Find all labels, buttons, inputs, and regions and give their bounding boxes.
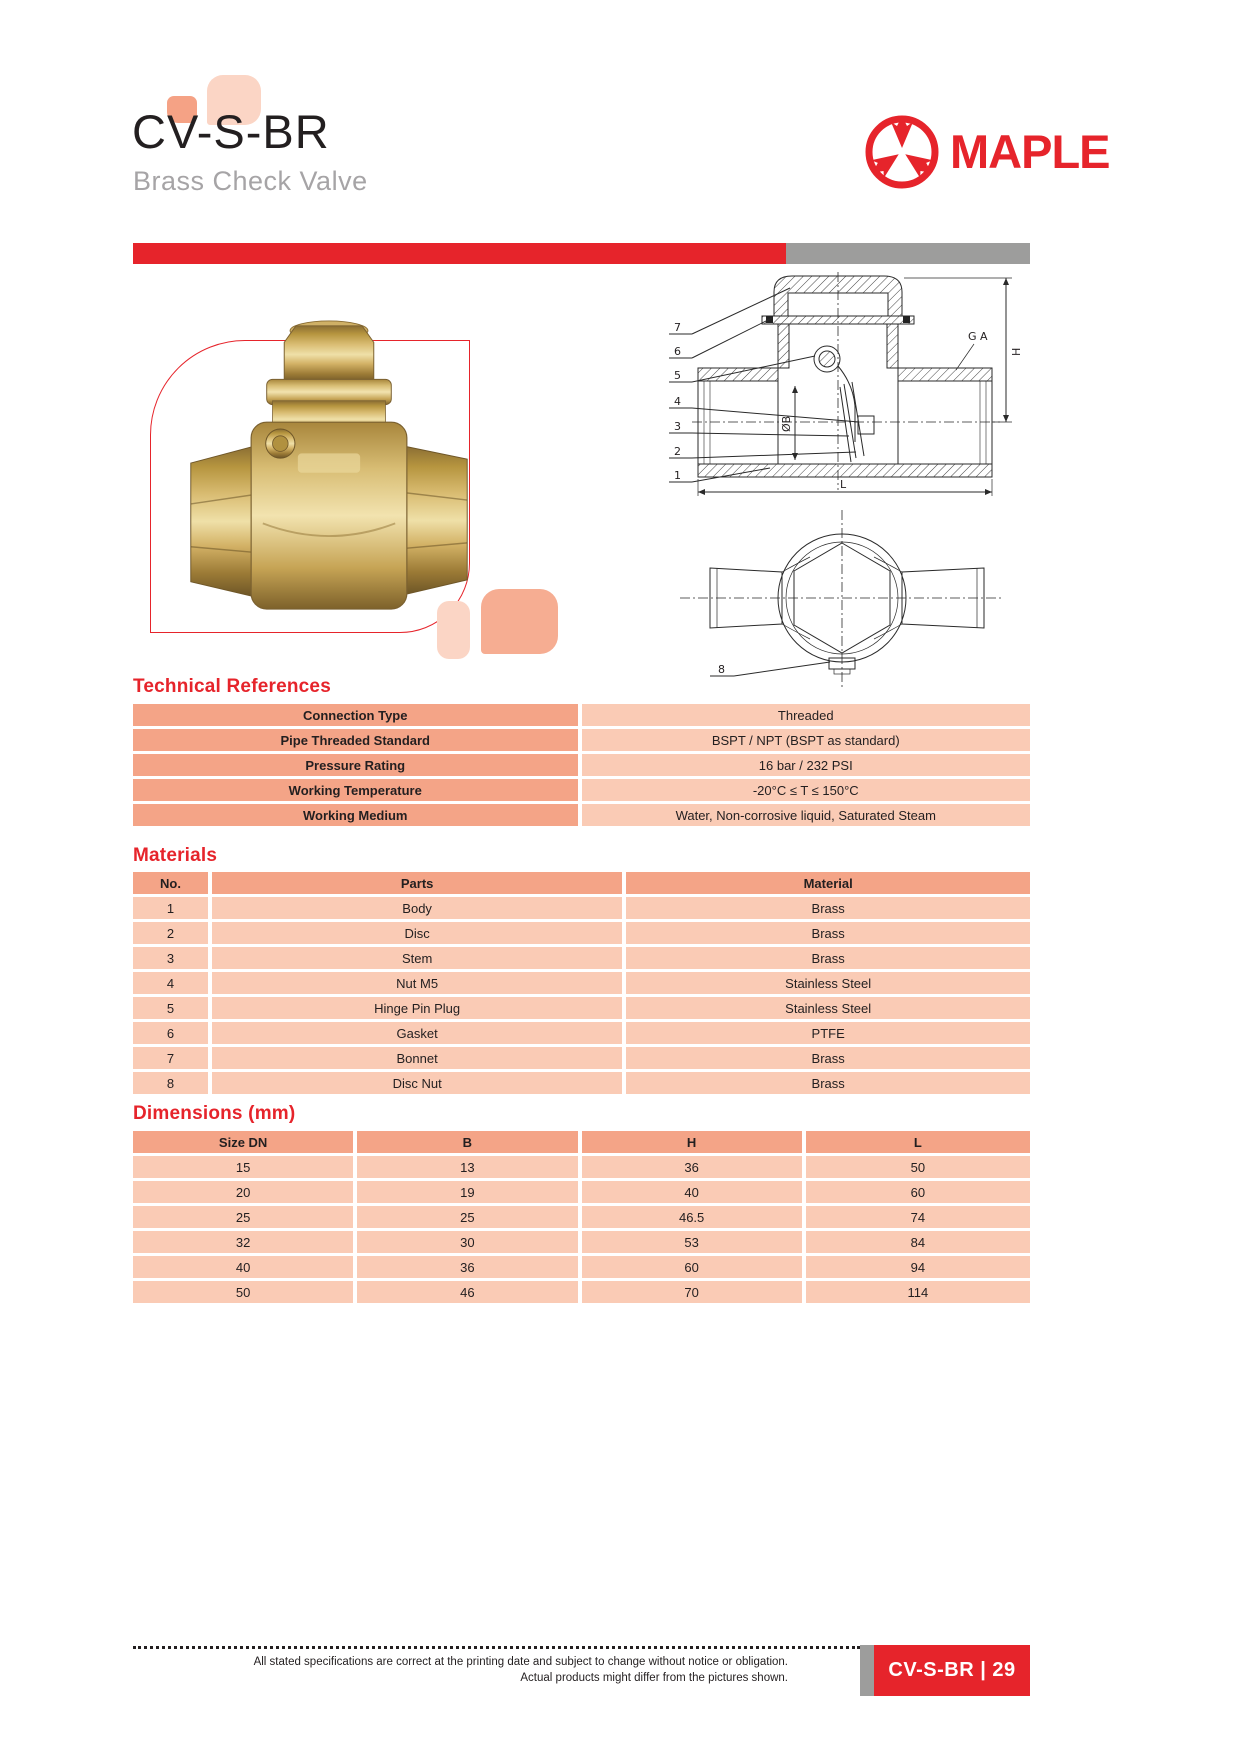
section-title-dimensions: Dimensions (mm) xyxy=(133,1103,296,1124)
section-title-technical-references: Technical References xyxy=(133,676,331,697)
column-header: L xyxy=(806,1131,1030,1153)
technical-drawing xyxy=(652,266,1040,694)
dim-b: 19 xyxy=(357,1181,581,1203)
material-name: Brass xyxy=(626,1072,1030,1094)
material-part: Body xyxy=(212,897,626,919)
section-title-materials: Materials xyxy=(133,845,218,866)
table-row xyxy=(133,1022,1030,1044)
footer-disclaimer xyxy=(133,1654,788,1686)
table-row xyxy=(133,729,1030,751)
column-header: H xyxy=(582,1131,806,1153)
dim-l: 74 xyxy=(806,1206,1030,1228)
callout-5: 5 xyxy=(674,369,681,382)
callout-4: 4 xyxy=(674,395,681,408)
spec-label: Working Medium xyxy=(133,804,582,826)
callout-6: 6 xyxy=(674,345,681,358)
dim-b: 13 xyxy=(357,1156,581,1178)
column-header: No. xyxy=(133,872,212,894)
material-name: Stainless Steel xyxy=(626,997,1030,1019)
table-row xyxy=(133,704,1030,726)
dim-h: 60 xyxy=(582,1256,806,1278)
material-no: 3 xyxy=(133,947,212,969)
dim-h: 53 xyxy=(582,1231,806,1253)
dim-b: 25 xyxy=(357,1206,581,1228)
spec-value: 16 bar / 232 PSI xyxy=(582,754,1031,776)
column-header: Size DN xyxy=(133,1131,357,1153)
material-part: Bonnet xyxy=(212,1047,626,1069)
technical-references-table xyxy=(133,701,1030,829)
material-part: Hinge Pin Plug xyxy=(212,997,626,1019)
dim-size-dn: 25 xyxy=(133,1206,357,1228)
material-name: Brass xyxy=(626,1047,1030,1069)
material-part: Disc xyxy=(212,922,626,944)
dim-l: 94 xyxy=(806,1256,1030,1278)
dim-b: 46 xyxy=(357,1281,581,1303)
dim-h: 40 xyxy=(582,1181,806,1203)
spec-label: Working Temperature xyxy=(133,779,582,801)
table-header-row xyxy=(133,872,1030,894)
dim-label-a: A xyxy=(980,330,988,343)
table-row xyxy=(133,897,1030,919)
decorative-shape-photo-light xyxy=(437,601,470,659)
dim-size-dn: 40 xyxy=(133,1256,357,1278)
material-no: 2 xyxy=(133,922,212,944)
table-row xyxy=(133,1047,1030,1069)
column-header: B xyxy=(357,1131,581,1153)
table-row xyxy=(133,1231,1030,1253)
callout-3: 3 xyxy=(674,420,681,433)
spec-value: -20°C ≤ T ≤ 150°C xyxy=(582,779,1031,801)
material-name: Brass xyxy=(626,947,1030,969)
band-gray-segment xyxy=(786,243,1030,264)
spec-label: Pressure Rating xyxy=(133,754,582,776)
table-row xyxy=(133,1181,1030,1203)
material-name: Stainless Steel xyxy=(626,972,1030,994)
dim-h: 36 xyxy=(582,1156,806,1178)
spec-value: Threaded xyxy=(582,704,1031,726)
material-no: 8 xyxy=(133,1072,212,1094)
dim-size-dn: 32 xyxy=(133,1231,357,1253)
page-subtitle: Brass Check Valve xyxy=(133,166,368,196)
table-header-row xyxy=(133,1131,1030,1153)
disclaimer-line-2: Actual products might differ from the pictures shown. xyxy=(520,1672,788,1685)
dim-size-dn: 15 xyxy=(133,1156,357,1178)
dim-l: 50 xyxy=(806,1156,1030,1178)
material-part: Nut M5 xyxy=(212,972,626,994)
dimensions-table xyxy=(133,1128,1030,1306)
material-no: 6 xyxy=(133,1022,212,1044)
table-row xyxy=(133,1281,1030,1303)
table-row xyxy=(133,754,1030,776)
table-row xyxy=(133,1206,1030,1228)
column-header: Material xyxy=(626,872,1030,894)
page-number-badge: CV-S-BR | 29 xyxy=(874,1645,1030,1696)
product-photo xyxy=(183,296,475,634)
dim-h: 46.5 xyxy=(582,1206,806,1228)
dim-label-h: H xyxy=(1010,347,1023,356)
callout-1: 1 xyxy=(674,469,681,482)
dim-size-dn: 20 xyxy=(133,1181,357,1203)
table-row xyxy=(133,972,1030,994)
material-part: Disc Nut xyxy=(212,1072,626,1094)
callout-2: 2 xyxy=(674,445,681,458)
dim-h: 70 xyxy=(582,1281,806,1303)
table-row xyxy=(133,947,1030,969)
footer-gray-strip xyxy=(860,1645,874,1696)
material-no: 4 xyxy=(133,972,212,994)
dim-label-diameter-b: ØB xyxy=(780,415,793,432)
dim-label-g: G xyxy=(968,330,977,343)
material-name: Brass xyxy=(626,897,1030,919)
dim-b: 36 xyxy=(357,1256,581,1278)
material-no: 5 xyxy=(133,997,212,1019)
material-name: Brass xyxy=(626,922,1030,944)
spec-value: Water, Non-corrosive liquid, Saturated Steam xyxy=(582,804,1031,826)
dim-l: 60 xyxy=(806,1181,1030,1203)
maple-logo-icon xyxy=(862,110,942,192)
brand-logo xyxy=(862,110,1110,192)
dim-b: 30 xyxy=(357,1231,581,1253)
brand-name: MAPLE xyxy=(950,124,1110,178)
header-band xyxy=(133,243,1030,264)
disclaimer-line-1: All stated specifications are correct at the printing date and subject to change without notice or obligation. xyxy=(253,1656,788,1668)
spec-label: Connection Type xyxy=(133,704,582,726)
table-row xyxy=(133,804,1030,826)
material-no: 1 xyxy=(133,897,212,919)
spec-label: Pipe Threaded Standard xyxy=(133,729,582,751)
dim-size-dn: 50 xyxy=(133,1281,357,1303)
page-title: CV-S-BR xyxy=(132,105,330,158)
table-row xyxy=(133,1072,1030,1094)
material-name: PTFE xyxy=(626,1022,1030,1044)
table-row xyxy=(133,922,1030,944)
dim-l: 84 xyxy=(806,1231,1030,1253)
dim-l: 114 xyxy=(806,1281,1030,1303)
materials-table xyxy=(133,869,1030,1097)
table-row xyxy=(133,1156,1030,1178)
callout-8: 8 xyxy=(718,663,725,676)
table-row xyxy=(133,1256,1030,1278)
dim-label-l: L xyxy=(840,478,847,491)
material-part: Stem xyxy=(212,947,626,969)
material-no: 7 xyxy=(133,1047,212,1069)
callout-7: 7 xyxy=(674,321,681,334)
material-part: Gasket xyxy=(212,1022,626,1044)
decorative-shape-photo-salmon xyxy=(481,589,558,654)
footer-dotted-rule xyxy=(133,1646,860,1649)
table-row xyxy=(133,779,1030,801)
spec-value: BSPT / NPT (BSPT as standard) xyxy=(582,729,1031,751)
table-row xyxy=(133,997,1030,1019)
band-red-segment xyxy=(133,243,786,264)
column-header: Parts xyxy=(212,872,626,894)
